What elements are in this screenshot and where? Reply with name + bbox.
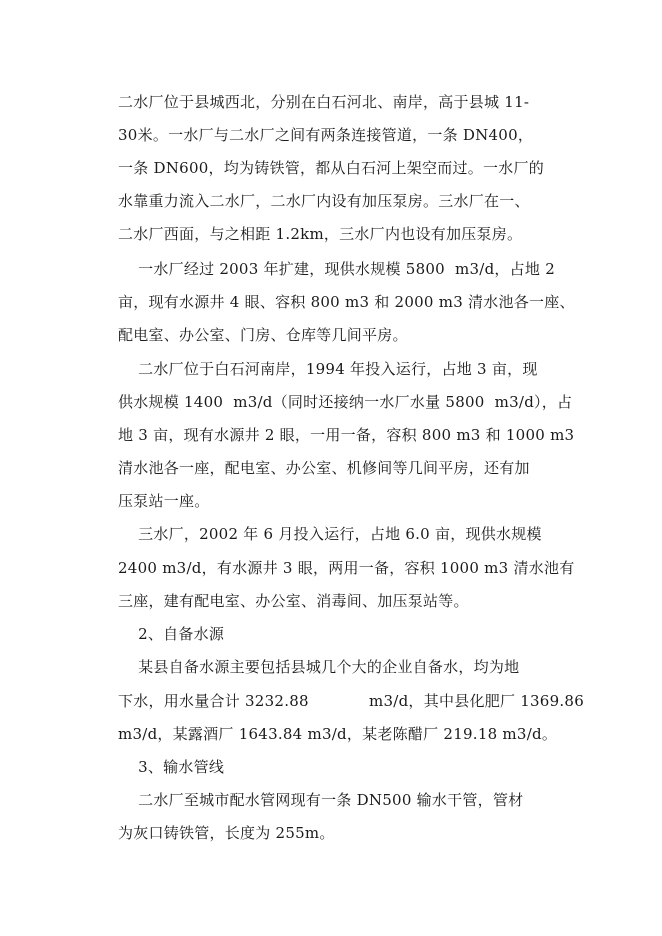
text-line-9: 二水厂位于白石河南岸，1994 年投入运行，占地 3 亩，现: [118, 360, 538, 378]
text-line-3: 一条 DN600，均为铸铁管，都从白石河上架空而过。一水厂的: [118, 159, 545, 177]
text-line-12: 清水池各一座，配电室、办公室、机修间等几间平房，还有加: [118, 459, 530, 477]
text-line-11: 地 3 亩，现有水源井 2 眼，一用一备，容积 800 m3 和 1000 m3: [118, 426, 575, 444]
text-line-19: 下水，用水量合计 3232.88 m3/d，其中县化肥厂 1369.86: [118, 692, 584, 710]
text-line-14: 三水厂，2002 年 6 月投入运行，占地 6.0 亩，现供水规模: [118, 525, 542, 543]
text-line-8: 配电室、办公室、门房、仓库等几间平房。: [118, 326, 408, 344]
text-line-23: 为灰口铸铁管，长度为 255m。: [118, 824, 335, 842]
text-line-7: 亩，现有水源井 4 眼、容积 800 m3 和 2000 m3 清水池各一座、: [118, 293, 575, 311]
text-line-6: 一水厂经过 2003 年扩建，现供水规模 5800 m3/d，占地 2: [118, 260, 555, 278]
section-heading-3: 3、输水管线: [118, 758, 225, 776]
text-line-5: 二水厂西面，与之相距 1.2km，三水厂内也设有加压泵房。: [118, 225, 523, 243]
text-line-18: 某县自备水源主要包括县城几个大的企业自备水，均为地: [118, 658, 520, 676]
text-line-10: 供水规模 1400 m3/d（同时还接纳一水厂水量 5800 m3/d），占: [118, 393, 573, 411]
section-heading-2: 2、自备水源: [118, 625, 225, 643]
text-line-2: 30米。一水厂与二水厂之间有两条连接管道，一条 DN400，: [118, 126, 534, 144]
text-line-20: m3/d，某露酒厂 1643.84 m3/d，某老陈醋厂 219.18 m3/d。: [118, 725, 558, 743]
text-line-13: 压泵站一座。: [118, 492, 210, 510]
text-line-22: 二水厂至城市配水管网现有一条 DN500 输水干管，管材: [118, 791, 524, 809]
text-line-15: 2400 m3/d，有水源井 3 眼，两用一备，容积 1000 m3 清水池有: [118, 559, 575, 577]
text-line-16: 三座，建有配电室、办公室、消毒间、加压泵站等。: [118, 592, 469, 610]
text-line-4: 水靠重力流入二水厂，二水厂内设有加压泵房。三水厂在一、: [118, 192, 530, 210]
text-line-1: 二水厂位于县城西北，分别在白石河北、南岸，高于县城 11-: [118, 93, 530, 111]
